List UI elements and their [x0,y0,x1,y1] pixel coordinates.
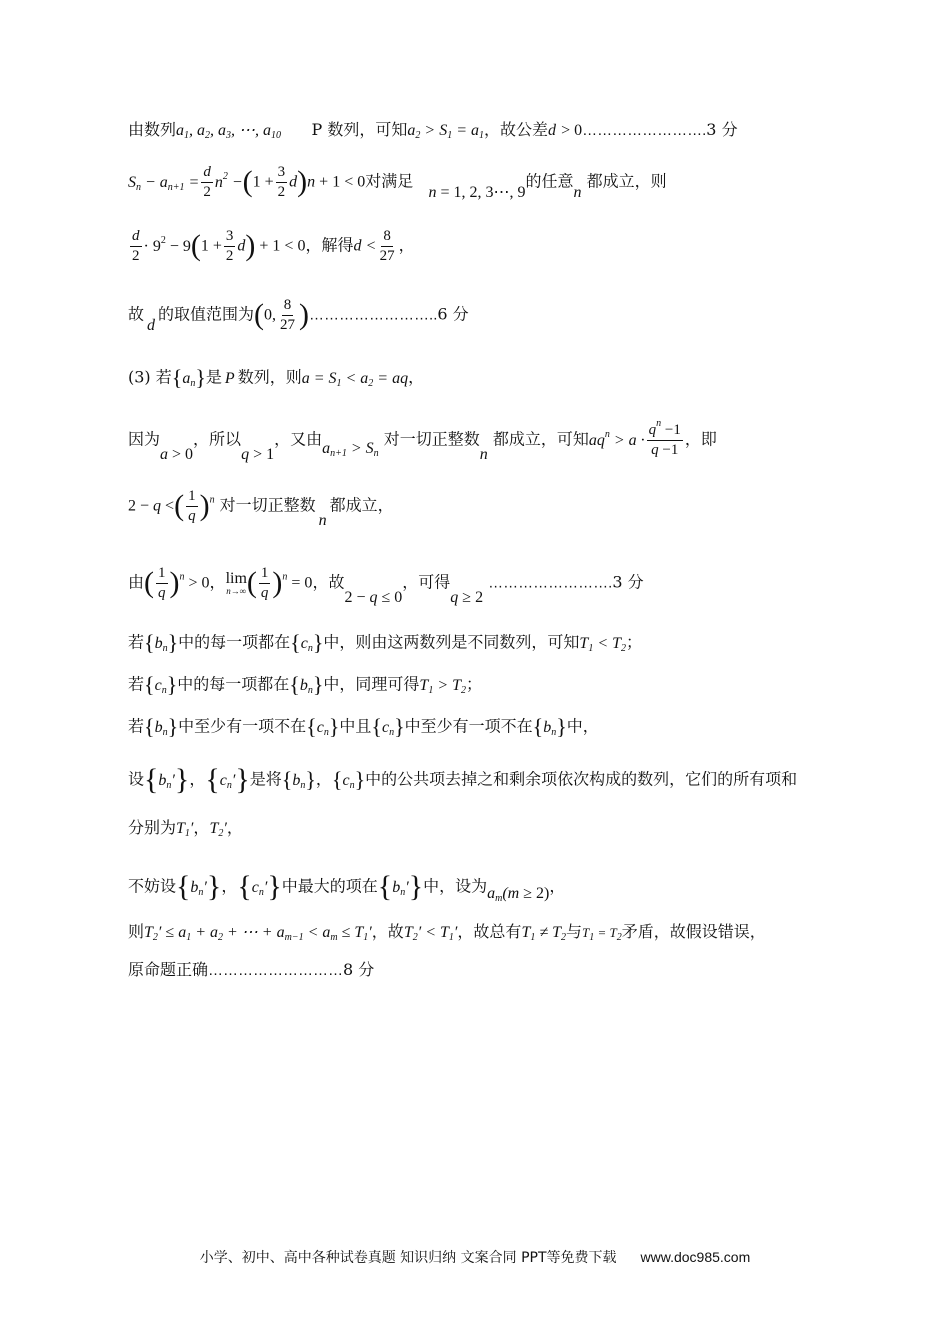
score-label: 3 分 [706,120,738,139]
footer-text: 小学、初中、高中各种试卷真题 知识归纳 文案合同 PPT等免费下载 [199,1250,617,1266]
math: $a = S_1 < a_2$ = aq [301,369,409,389]
text-seg: 故 [128,304,145,324]
text-line-11: 若$\{b_n\}$中至少有一项不在$\{c_n\}$中且$\{c_n\}$中至少有一项不在$\{b_n\}$中， [128,714,599,739]
fraction: $\frac{q^n -1}{q -1}$ [648,418,681,458]
math: $n^2$ − [214,170,243,191]
text-seg: 中，设为 [423,876,488,896]
math: $S_n - a_{n+1}$ = [128,173,200,193]
text-line-1 [128,122,738,139]
text-seg: ，故总有 [457,922,522,941]
text-line-14: 不妨设$\{b_n'\}$，$\{c_n'\}$中最大的项在$\{b_n'\}$中，设为$a_m(m \ge 2)$， [128,870,566,904]
text-seg: 的取值范围为 [158,304,255,324]
text-line-15: 则$T_2' \le a_1 + a_2$ + ⋯ + $a_{m-1} < a_m \le T_1'$，故$T_2' < T_1'$，故总有$T_1 \ne T_2$与$T_1 = T_2$矛盾，故假设错误， [128,922,766,943]
text-seg: 与 [566,922,583,941]
text-line-3: $\frac{d}{2}$ · $9^2 - 9(1$ + $\frac{3}{2}$ d) + 1 < 0，解得d < $\frac{8}{27}$ ， [132,228,415,264]
text-seg: 对一切正整数 [219,495,316,515]
text-line-10: 若$\{c_n\}$中的每一项都在$\{b_n\}$中，同理可得$T_1 > T_2$； [128,672,483,697]
text-line-2: $S_n - a_{n+1}$ = $\frac{d}{2}$ $n^2 -(1$ + $\frac{3}{2}$ d)n + 1 < 0对满足 n = 1, 2, 3⋯, 9的任意n 都成立，则 [128,164,667,201]
math: d [147,316,156,334]
text-seg: P 数列，可知 [311,120,408,139]
text-seg: 若 [128,632,145,652]
text-seg: ，解得 [305,235,354,255]
text-line-7: 2 − q <( $\frac{1}{q}$ )$^n$ 对一切正整数n都成立， [128,488,394,529]
text-seg: 不妨设 [128,876,177,896]
text-seg: 设 [128,769,145,789]
text-line-6: 因为a > 0，所以q > 1，又由$a_{n+1} > S_n$ 对一切正整数n 都成立，可知$aq^n > a$ · $\frac{q^n -1}{q -1}$ ，即 [128,418,717,463]
footer-url[interactable]: www.doc985.com [640,1249,751,1265]
text-seg: 原命题正确 [128,960,209,979]
text-seg: 对一切正整数 [383,429,480,449]
text-seg: 中至少有一项不在 [404,716,533,736]
math: d [353,237,362,255]
text-line-5: (3) 若$\{a_n\}$是 P 数列，则$a = S_1 < a_2$ = aq， [128,365,425,390]
text-seg: ， [209,572,226,592]
page-footer [0,1247,950,1267]
text-seg: 矛盾，故假设错误， [621,922,766,941]
math: n = 1, 2, 3⋯, 9 [428,183,526,201]
fraction: $\frac{1}{q}$ [188,488,196,524]
leader-dots: ……………………. [582,122,707,139]
text-seg: 都成立， [329,495,394,515]
text-seg: 中的公共项去掉之和剩余项依次构成的数列，它们的所有项和 [365,769,798,789]
text-seg: 若 [128,674,145,694]
text-line-8: 由( $\frac{1}{q}$ )$^n$ > 0，lim n→∞ ( $\frac{1}{q}$ )$^n$ = 0，故2 − q ≤ 0，可得q ≥ 2 …………………….3 分 [128,565,644,606]
text-seg: 中的每一项都在 [177,674,290,694]
text-seg: ，故公差 [483,120,548,139]
fraction: $\frac{8}{27}$ [379,228,395,264]
math: d [548,122,556,139]
text-seg: 中最大的项在 [281,876,378,896]
fraction: $\frac{3}{2}$ [225,228,234,264]
text-seg: 中，同理可得 [323,674,420,694]
text-seg: 是 [205,367,222,387]
text-line-16 [128,962,374,978]
text-seg: 的任意 [525,171,574,191]
text-seg: 中，则由这两数列是不同数列，可知 [323,632,580,652]
fraction: $\frac{1}{q}$ [260,565,269,601]
text-seg: 对满足 [365,171,414,191]
text-seg: 由 [128,572,145,592]
fraction: $\frac{1}{q}$ [158,565,166,601]
math: $a_1$, $a_2$, $a_3$, ⋯, $a_{10}$ [176,122,282,141]
text-seg: 若 [128,716,145,736]
text-seg: 中且 [339,716,372,736]
text-line-12: 设$\{b_n'\}$，$\{c_n'\}$是将$\{b_n\}$，$\{c_n\}$中的公共项去掉之和剩余项依次构成的数列，它们的所有项和 [128,763,798,796]
text-seg: 则 [128,922,145,941]
text-seg: 都成立，则 [586,171,667,191]
fraction: $\frac{3}{2}$ [277,164,286,200]
text-seg: ，又由 [274,429,323,449]
text-line-4: 故d的取值范围为(0, $\frac{8}{27}$ )……………………..6 分 [128,297,469,334]
text-seg: 分别为 [128,818,177,837]
text-seg: ，可得 [402,572,451,592]
text-line-13: 分别为$T_1'$，$T_2'$， [128,818,243,839]
leader-dots: ……………………. [488,574,613,592]
text-line-9: 若$\{b_n\}$中的每一项都在$\{c_n\}$中，则由这两数列是不同数列，可知$T_1 < T_2$； [128,630,643,655]
text-seg: ，故 [312,572,345,592]
text-seg: 因为 [128,429,161,449]
leader-dots: ……………………… [208,962,344,979]
fraction: $\frac{8}{27}$ [280,297,296,333]
text-seg: 数列，则 [237,367,302,387]
text-seg: ，即 [684,429,717,449]
text-seg: 中的每一项都在 [178,632,291,652]
text-seg: 都成立，可知 [492,429,589,449]
text-seg: 由数列 [128,120,177,139]
text-seg: 是将 [249,769,282,789]
score-label: 6 分 [437,304,469,324]
fraction: $\frac{d}{2}$ [132,228,140,264]
text-seg: ，所以 [193,429,242,449]
text-seg: (3) 若 [128,367,172,387]
leader-dots: …………………….. [309,306,438,324]
text-seg: ，故 [371,922,404,941]
math: > 0 [561,122,583,139]
math: · $9^2 - 9$ [143,234,191,255]
text-seg: 中， [566,716,599,736]
score-label: 8 分 [343,960,375,979]
math: $a_2 > S_1 = a_1$ [407,122,484,141]
text-seg: 中至少有一项不在 [178,716,307,736]
fraction: $\frac{d}{2}$ [203,164,211,200]
math: n [573,183,582,201]
score-label: 3 分 [612,572,644,592]
